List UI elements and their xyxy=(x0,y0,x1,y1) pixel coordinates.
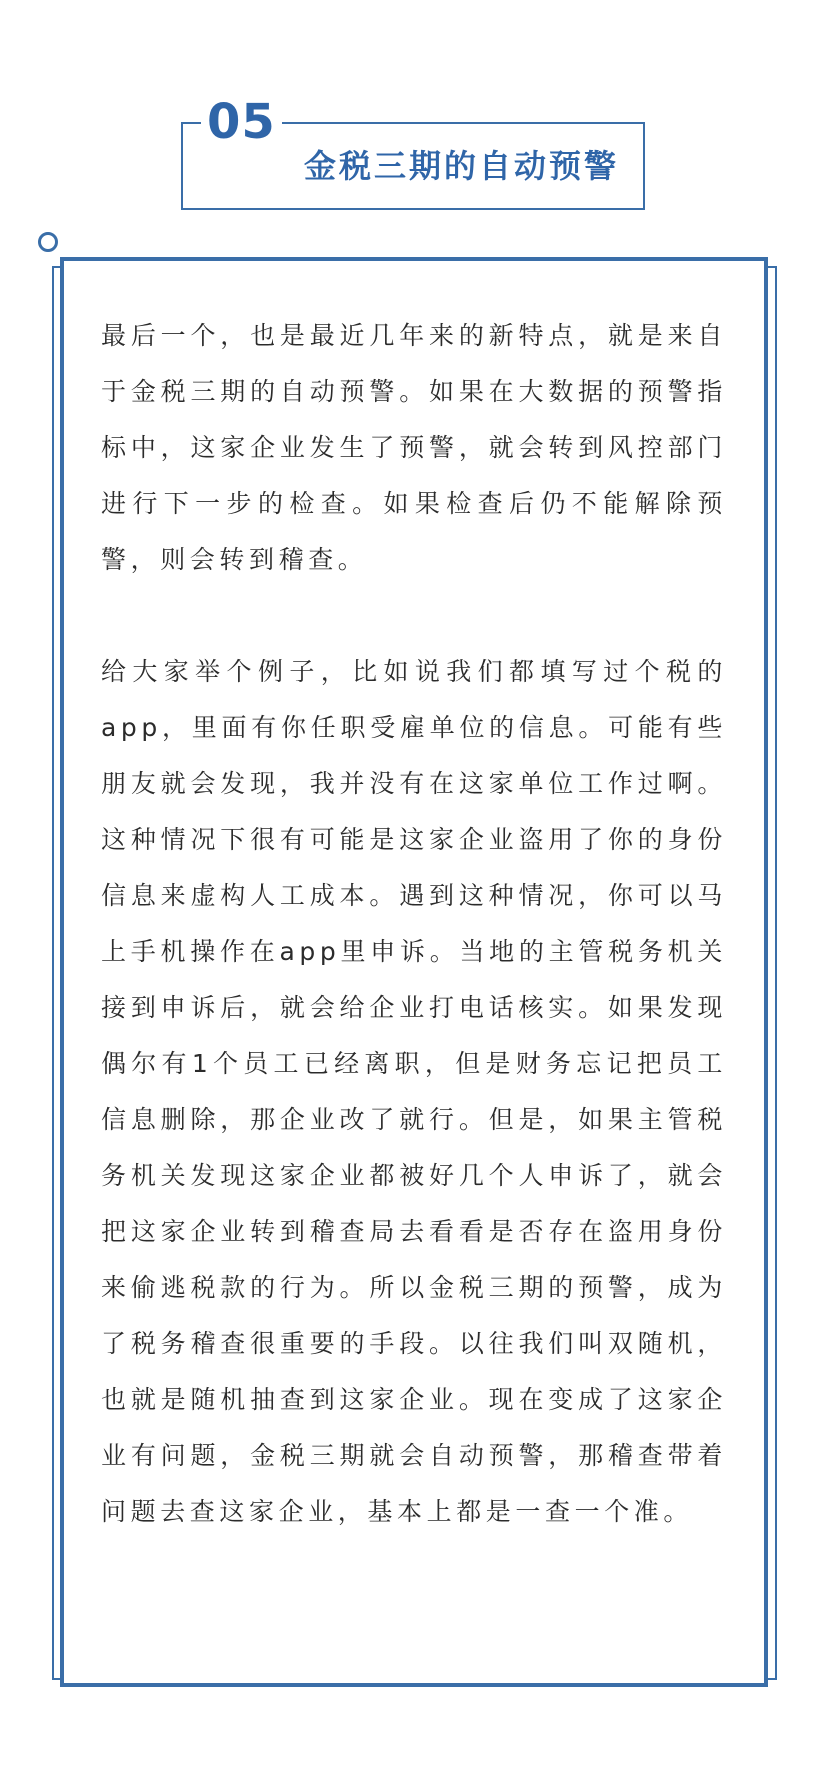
section-header xyxy=(181,94,645,210)
paragraph: 最后一个，也是最近几年来的新特点，就是来自于金税三期的自动预警。如果在大数据的预警指标中，这家企业发生了预警，就会转到风控部门进行下一步的检查。如果检查后仍不能解除预警，则会转到稽查。 xyxy=(101,321,727,574)
paragraph: 给大家举个例子，比如说我们都填写过个税的app，里面有你任职受雇单位的信息。可能有些朋友就会发现，我并没有在这家单位工作过啊。这种情况下很有可能是这家企业盗用了你的身份信息来虚构人工成本。遇到这种情况，你可以马上手机操作在app里申诉。当地的主管税务机关接到申诉后，就会给企业打电话核实。如果发现偶尔有1个员工已经离职，但是财务忘记把员工信息删除，那企业改了就行。但是，如果主管税务机关发现这家企业都被好几个人申诉了，就会把这家企业转到稽查局去看看是否存在盗用身份来偷逃税款的行为。所以金税三期的预警，成为了税务稽查很重要的手段。以往我们叫双随机，也就是随机抽查到这家企业。现在变成了这家企业有问题，金税三期就会自动预警，那稽查带着问题去查这家企业，基本上都是一查一个准。 xyxy=(101,657,727,1526)
section-title: 金税三期的自动预警 xyxy=(303,147,619,185)
article-body xyxy=(101,308,727,1596)
ring-icon xyxy=(38,232,58,252)
section-number: 05 xyxy=(201,94,282,150)
